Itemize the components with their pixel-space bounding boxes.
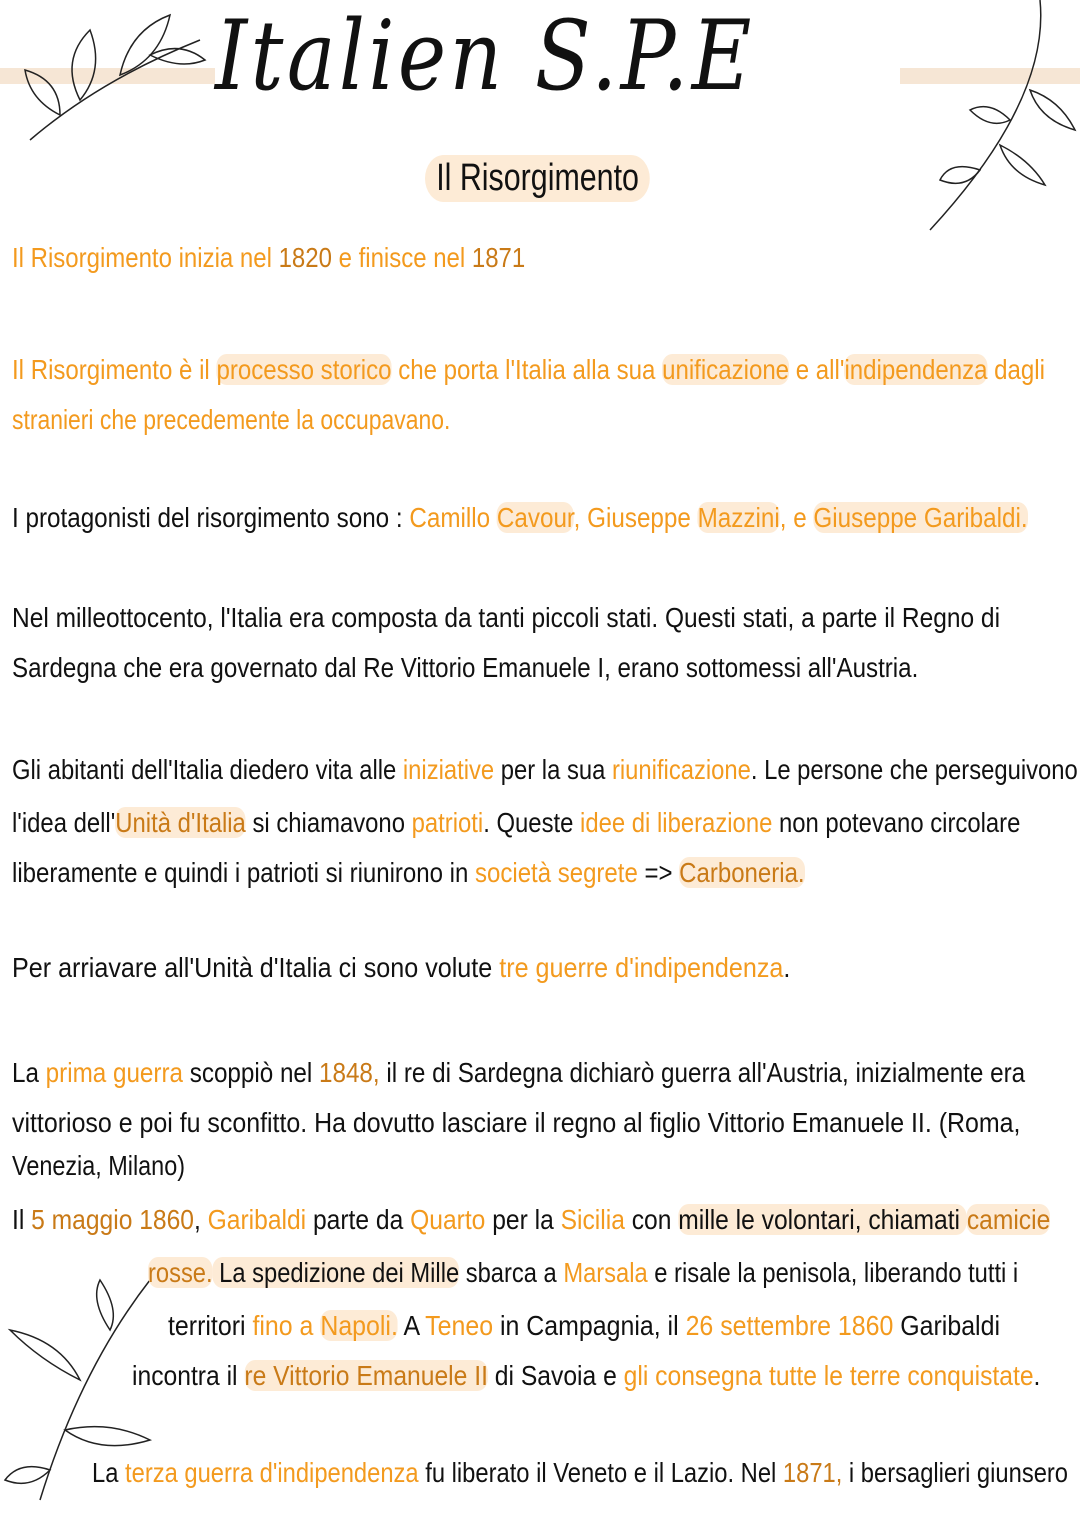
page-title: Italien S.P.E [215, 0, 755, 112]
text-segment: i bersaglieri giunsero [842, 1457, 1069, 1488]
text-segment: Venezia, Milano) [12, 1150, 186, 1181]
text-line [12, 352, 1045, 388]
text-line [168, 1308, 1000, 1344]
emphasized-phrase: Garibaldi [207, 1204, 307, 1235]
text-segment: incontra il [132, 1360, 245, 1391]
text-segment: si chiamavono [245, 807, 412, 838]
emphasized-phrase: gli consegna tutte le terre conquistate [623, 1360, 1034, 1391]
highlighted-phrase: Unità d'Italia [115, 807, 246, 838]
highlighted-phrase: Carboneria. [679, 857, 805, 888]
text-line [12, 752, 1078, 788]
text-segment: di Savoia e [487, 1360, 624, 1391]
text-line [12, 500, 1028, 536]
section-heading: Il Risorgimento [425, 155, 650, 202]
text-segment: Per arriavare all'Unità d'Italia ci sono volute [12, 952, 500, 983]
text-line [12, 1148, 185, 1184]
highlighted-phrase: unificazione [662, 354, 790, 385]
text-segment: per la sua [494, 754, 612, 785]
emphasized-phrase: fino a [252, 1310, 321, 1341]
text-segment: con [624, 1204, 679, 1235]
emphasized-phrase: Il Risorgimento è il [12, 354, 217, 385]
text-segment: fu liberato il Veneto e il Lazio. Nel [418, 1457, 783, 1488]
text-segment: . Queste [483, 807, 581, 838]
emphasized-phrase: Camillo [409, 502, 497, 533]
text-segment: Gli abitanti dell'Italia diedero vita alle [12, 754, 403, 785]
text-segment: => [637, 857, 680, 888]
text-segment: Il [12, 1204, 32, 1235]
emphasized-phrase: idee di liberazione [580, 807, 773, 838]
text-segment: Sardegna che era governato dal Re Vittorio Emanuele I, erano sottomessi all'Austria. [12, 652, 919, 683]
emphasized-phrase: 26 settembre 1860 [685, 1310, 894, 1341]
text-line [12, 950, 790, 986]
leaf-branch-top-right-icon [910, 0, 1080, 240]
emphasized-phrase: Il Risorgimento inizia nel [12, 242, 279, 273]
highlighted-phrase: Giuseppe Garibaldi. [813, 502, 1028, 533]
emphasized-phrase: stranieri che precedemente la occupavano. [12, 404, 451, 435]
emphasized-phrase: 5 maggio 1860 [31, 1204, 194, 1235]
text-line [132, 1358, 1040, 1394]
text-segment: Garibaldi [893, 1310, 1000, 1341]
emphasized-phrase: 1871, [782, 1457, 843, 1488]
highlighted-phrase: mille le volontari, chiamati [678, 1204, 967, 1235]
text-segment: parte da [306, 1204, 411, 1235]
text-segment: . Le persone che perseguivono [750, 754, 1078, 785]
leaf-branch-top-left-icon [20, 0, 210, 150]
emphasized-phrase: prima guerra [45, 1057, 184, 1088]
emphasized-phrase: patrioti [411, 807, 484, 838]
text-segment: scoppiò nel [183, 1057, 320, 1088]
text-segment: sbarca a [459, 1257, 564, 1288]
text-segment: liberamente e quindi i patrioti si riunirono in [12, 857, 476, 888]
text-segment: l'idea dell' [12, 807, 116, 838]
text-segment: La [92, 1457, 126, 1488]
emphasized-phrase: Teneo [425, 1310, 494, 1341]
text-line [12, 1202, 1050, 1238]
highlighted-phrase: Cavour [496, 502, 574, 533]
text-segment: e risale la penisola, liberando tutti i [647, 1257, 1019, 1288]
text-segment: non potevano circolare [772, 807, 1021, 838]
text-line [12, 805, 1020, 841]
highlighted-phrase: Mazzini [697, 502, 780, 533]
text-segment: , [193, 1204, 208, 1235]
emphasized-phrase: 1820 [278, 242, 332, 273]
text-segment: territori [168, 1310, 253, 1341]
highlighted-phrase: re Vittorio Emanuele II [244, 1360, 488, 1391]
text-segment: vittorioso e poi fu sconfitto. Ha dovutto lasciare il regno al figlio Vittorio Emanuele II. (Roma, [12, 1107, 1021, 1138]
text-segment: Nel milleottocento, l'Italia era composta da tanti piccoli stati. Questi stati, a parte il Regno di [12, 602, 1001, 633]
text-line [12, 240, 525, 276]
emphasized-phrase: terza guerra d'indipendenza [125, 1457, 419, 1488]
text-line [12, 1105, 1020, 1141]
text-segment: in Campagnia, il [493, 1310, 686, 1341]
highlighted-phrase: rosse. [148, 1257, 213, 1288]
highlighted-phrase: Napoli. [320, 1310, 398, 1341]
text-line [12, 402, 450, 438]
emphasized-phrase: 1848, [319, 1057, 380, 1088]
emphasized-phrase: società segrete [475, 857, 638, 888]
emphasized-phrase: tre guerre d'indipendenza [499, 952, 784, 983]
emphasized-phrase: Marsala [563, 1257, 648, 1288]
highlighted-phrase: processo storico [216, 354, 392, 385]
text-segment: La [12, 1057, 46, 1088]
emphasized-phrase: , e [779, 502, 814, 533]
text-line [12, 650, 918, 686]
emphasized-phrase: dagli [987, 354, 1045, 385]
text-line [12, 1055, 1025, 1091]
text-segment: . [1033, 1360, 1041, 1391]
emphasized-phrase: Quarto [410, 1204, 486, 1235]
emphasized-phrase: Sicilia [560, 1204, 625, 1235]
emphasized-phrase: e all' [789, 354, 845, 385]
emphasized-phrase: , Giuseppe [573, 502, 698, 533]
highlighted-phrase: La spedizione dei Mille [212, 1257, 460, 1288]
emphasized-phrase: e finisce nel [331, 242, 472, 273]
text-segment: A [397, 1310, 426, 1341]
emphasized-phrase: riunificazione [611, 754, 751, 785]
emphasized-phrase: 1871 [471, 242, 526, 273]
highlighted-phrase: indipendenza [844, 354, 988, 385]
text-line [148, 1255, 1018, 1291]
text-segment: . [783, 952, 791, 983]
text-line [12, 600, 1000, 636]
emphasized-phrase: iniziative [402, 754, 495, 785]
text-line [12, 855, 805, 891]
highlighted-phrase: camicie [966, 1204, 1051, 1235]
text-segment: I protagonisti del risorgimento sono : [12, 502, 410, 533]
emphasized-phrase: che porta l'Italia alla sua [391, 354, 663, 385]
text-segment: per la [485, 1204, 561, 1235]
text-line [92, 1455, 1068, 1491]
text-segment: il re di Sardegna dichiarò guerra all'Austria, inizialmente era [379, 1057, 1026, 1088]
